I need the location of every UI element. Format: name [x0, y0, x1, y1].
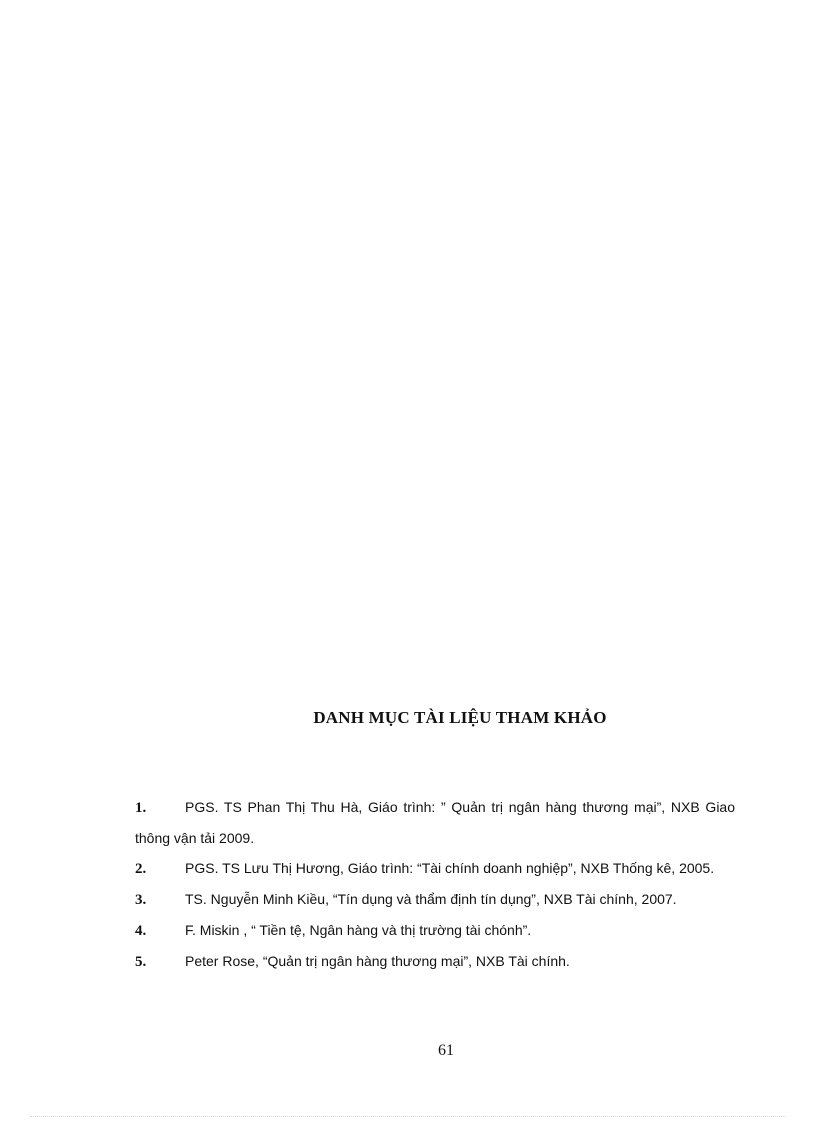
reference-text: PGS. TS Phan Thị Thu Hà, Giáo trình: ” Quản trị ngân hàng thương mại”, NXB Giao thông vận tải 2009.: [135, 799, 735, 846]
reference-text: Peter Rose, “Quản trị ngân hàng thương mại”, NXB Tài chính.: [185, 953, 570, 969]
reference-text: TS. Nguyễn Minh Kiều, “Tín dụng và thẩm định tín dụng”, NXB Tài chính, 2007.: [185, 891, 677, 907]
footer-divider: [30, 1116, 786, 1117]
reference-number: 1.: [135, 800, 147, 816]
reference-item-1: [135, 792, 735, 853]
reference-number: 5.: [135, 954, 147, 970]
reference-number: 2.: [135, 861, 147, 877]
reference-item-4: [135, 915, 735, 946]
page-title: DANH MỤC TÀI LIỆU THAM KHẢO: [313, 708, 607, 727]
reference-list: [135, 792, 735, 977]
reference-item-3: [135, 884, 735, 915]
reference-text: F. Miskin , “ Tiền tệ, Ngân hàng và thị trường tài chónh”.: [185, 922, 532, 938]
reference-item-5: [135, 946, 735, 977]
page-number: 61: [438, 1042, 454, 1059]
reference-text: PGS. TS Lưu Thị Hương, Giáo trình: “Tài chính doanh nghiệp”, NXB Thống kê, 2005.: [185, 860, 715, 876]
reference-item-2: [135, 853, 735, 884]
reference-number: 4.: [135, 923, 147, 939]
reference-number: 3.: [135, 892, 147, 908]
